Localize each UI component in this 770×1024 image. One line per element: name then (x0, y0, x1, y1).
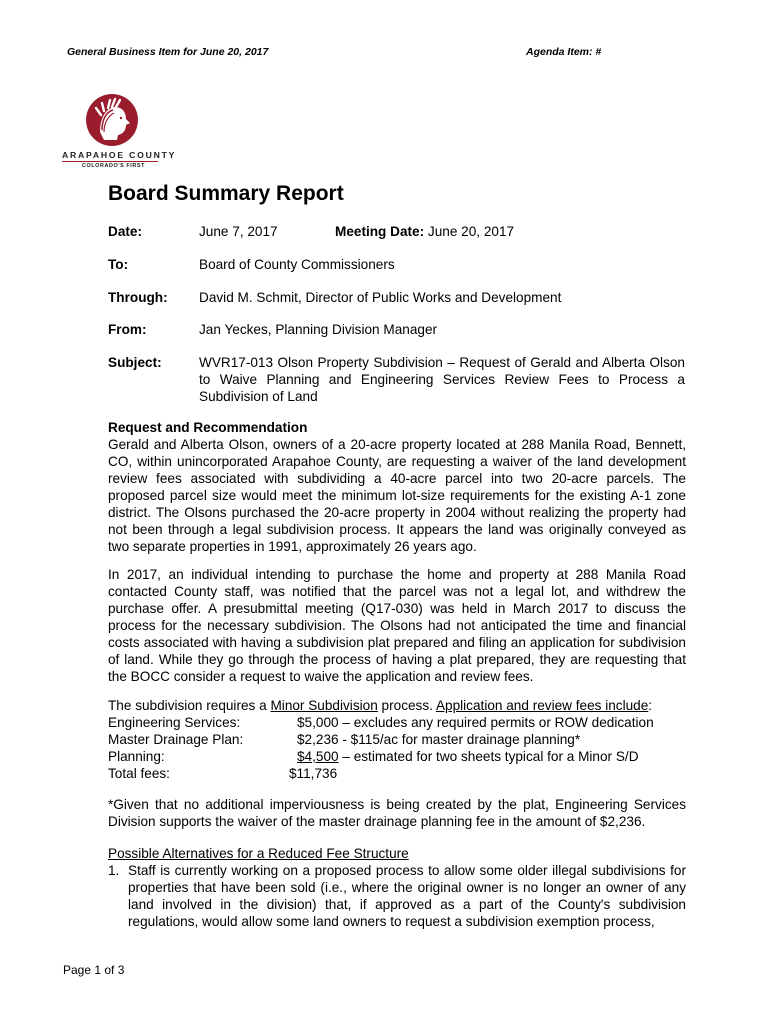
page-title: Board Summary Report (108, 182, 344, 205)
through-value: David M. Schmit, Director of Public Works and Development (199, 290, 562, 305)
from-label: From: (108, 322, 147, 337)
fee-total-label: Total fees: (108, 766, 170, 781)
meeting-date-label: Meeting Date: (335, 224, 425, 239)
county-logo (62, 92, 177, 169)
date-value: June 7, 2017 (199, 224, 278, 239)
alternatives-section (108, 845, 686, 930)
fee-label: Master Drainage Plan: (108, 732, 244, 747)
logo-divider (62, 161, 158, 162)
fee-total-value: $11,736 (289, 766, 338, 781)
fee-row (108, 731, 686, 748)
subject-label: Subject: (108, 355, 162, 370)
fee-row (108, 714, 686, 731)
list-number: 1. (108, 863, 120, 878)
section-heading: Request and Recommendation (108, 420, 308, 435)
county-tagline: COLORADO'S FIRST (82, 163, 145, 169)
request-paragraph-1: Gerald and Alberta Olson, owners of a 20-acre property located at 288 Manila Road, Bennett, CO, within unincorporated Arapahoe County, are requesting a waiver of the land development review fees associated with subdividing a 40-acre parcel into two 20-acre parcels. The proposed parcel size would meet the minimum lot-size requirements for the existing A-1 zone district. The Olsons purchased the 20-acre property in 2004 without realizing the property had not been through a legal subdivision process. It appears the land was originally conveyed as two separate properties in 1991, approximately 26 years ago. (108, 437, 686, 554)
fee-row (108, 748, 686, 765)
from-value: Jan Yeckes, Planning Division Manager (199, 322, 438, 337)
page-number: Page 1 of 3 (63, 963, 125, 977)
county-name: ARAPAHOE COUNTY (62, 150, 177, 160)
request-paragraph-2: In 2017, an individual intending to purchase the home and property at 288 Manila Road contacted County staff, was notified that the parcel was not a legal lot, and withdrew the purchase offer. A presubmittal meeting (Q17-030) was held in March 2017 to discuss the process for the necessary subdivision. The Olsons had not anticipated the time and financial costs associated with having a subdivision plat prepared and filing an application for subdivision of land. While they go through the process of having a plat prepared, they are requesting that the BOCC consider a request to waive the application and review fees. (108, 567, 686, 684)
through-label: Through: (108, 290, 168, 305)
meeting-date-value: June 20, 2017 (427, 224, 515, 239)
fees-section (108, 697, 686, 782)
fee-value: $5,000 – excludes any required permits or ROW dedication (297, 715, 654, 730)
fees-intro: The subdivision requires a Minor Subdivision process. Application and review fees include: (108, 698, 653, 713)
header-left: General Business Item for June 20, 2017 (67, 46, 269, 58)
minor-subdivision-text: Minor Subdivision (270, 698, 378, 713)
to-value: Board of County Commissioners (199, 257, 395, 272)
fee-total-row (108, 765, 686, 782)
county-seal-icon (84, 92, 140, 148)
fees-include-text: Application and review fees include (435, 698, 649, 713)
fee-label: Engineering Services: (108, 715, 241, 730)
to-label: To: (108, 257, 129, 272)
request-section (108, 419, 686, 555)
subject-value: WVR17-013 Olson Property Subdivision – Request of Gerald and Alberta Olson to Waive Planning and Engineering Services Review Fees to Process a Subdivision of Land (199, 355, 685, 404)
list-item-text: Staff is currently working on a proposed process to allow some older illegal subdivisions for properties that have been sold (i.e., where the original owner is no longer an owner of any land involved in the division) that, if approved as a part of the County's subdivision regulations, would allow some land owners to request a subdivision exemption process, (128, 863, 686, 929)
meeting-date (335, 223, 514, 240)
fee-value: $4,500 – estimated for two sheets typical for a Minor S/D (297, 749, 639, 764)
list-item (108, 862, 686, 930)
fee-value: $2,236 - $115/ac for master drainage planning* (297, 732, 581, 747)
fees-footnote: *Given that no additional imperviousness is being created by the plat, Engineering Services Division supports the waiver of the master drainage planning fee in the amount of $2,236. (108, 797, 686, 829)
fee-label: Planning: (108, 749, 165, 764)
date-label: Date: (108, 224, 142, 239)
header-right: Agenda Item: # (526, 46, 602, 58)
alternatives-heading: Possible Alternatives for a Reduced Fee Structure (108, 846, 409, 861)
